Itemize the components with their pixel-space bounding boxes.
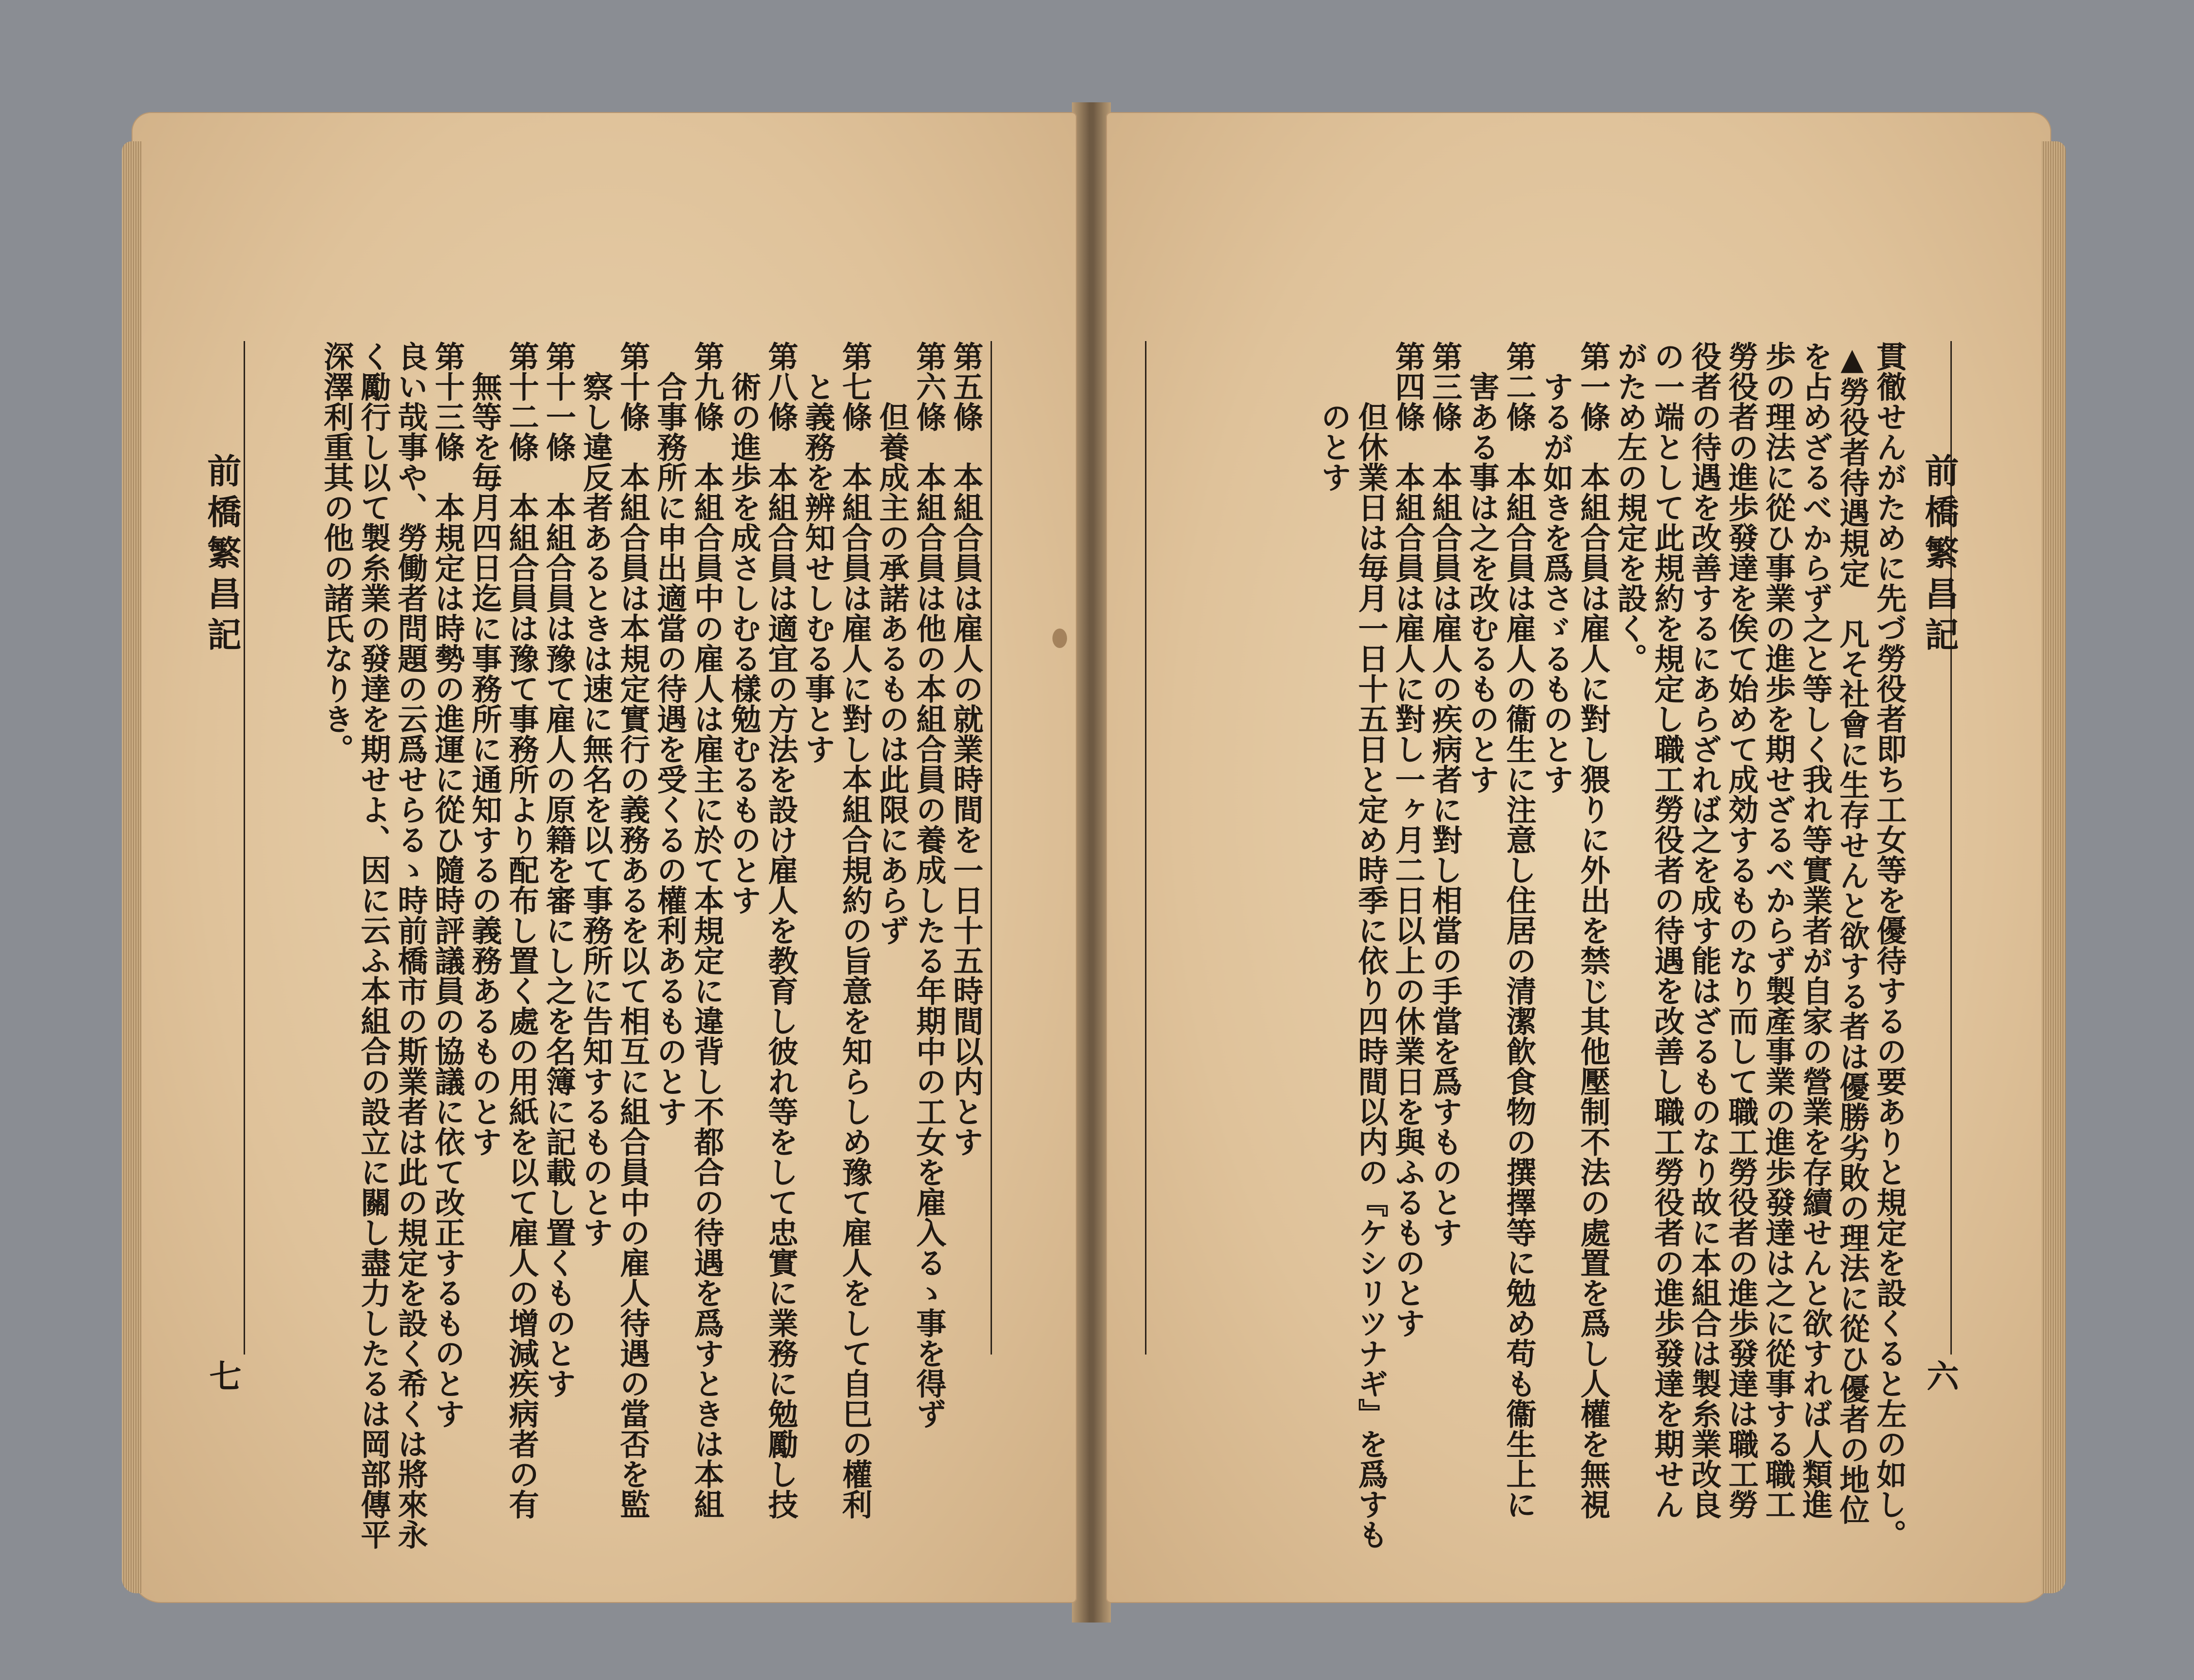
page-number: 七 xyxy=(204,1359,242,1392)
text-line: 第五條 本組合員は雇人の就業時間を一日十五時間以内とす xyxy=(948,341,984,1157)
text-line: 勞役者の進歩發達を俟て始めて成効するものなり而して職工勞役者の進歩發達は職工勞 xyxy=(1723,341,1759,1519)
open-book xyxy=(132,102,2051,1623)
text-line: く勵行し以て製糸業の發達を期せよ、因に云ふ本組合の設立に關し盡力したるは岡部傳平 xyxy=(356,341,391,1549)
book-gutter xyxy=(1072,102,1111,1623)
text-line: 合事務所に申出適當の待遇を受くるの權利あるものとす xyxy=(652,341,687,1126)
text-line: 無等を毎月四日迄に事務所に通知するの義務あるものとす xyxy=(467,341,502,1157)
left-page-text xyxy=(253,341,984,1549)
page-edges xyxy=(2041,141,2066,1593)
text-line: 第十條 本組合員は本規定實行の義務あるを以て相互に組合員中の雇人待遇の當否を監 xyxy=(615,341,650,1519)
text-line: を占めざるべからず之と等しく我れ等實業者が自家の營業を存續せんと欲すれば人類進 xyxy=(1797,341,1833,1519)
text-line: の一端として此規約を規定し職工勞役者の待遇を改善し職工勞役者の進歩發達を期せん xyxy=(1649,341,1685,1519)
left-page xyxy=(132,112,1077,1603)
text-line: 第六條 本組合員は他の本組合員の養成したる年期中の工女を雇入るゝ事を得ず xyxy=(911,341,947,1429)
text-line: 第三條 本組合員は雇人の疾病者に對し相當の手當を爲すものとす xyxy=(1427,341,1463,1247)
text-line: 第八條 本組合員は適宜の方法を設け雇人を教育し彼れ等をして忠實に業務に勉勵し技 xyxy=(763,341,799,1519)
page-number: 六 xyxy=(1921,1359,1959,1392)
text-line: と義務を辨知せしむる事とす xyxy=(800,341,836,764)
text-line: 良い哉事や、勞働者問題の云爲せらるゝ時前橋市の斯業者は此の規定を設く希くは將來永 xyxy=(393,341,428,1549)
right-page xyxy=(1106,112,2051,1603)
right-page-text xyxy=(1147,341,1908,1549)
text-line: 但養成主の承諾あるものは此限にあらず xyxy=(874,341,910,945)
text-line: 術の進歩を成さしむる樣勉むるものとす xyxy=(726,341,762,915)
page-header: 前橋繁昌記 xyxy=(202,453,242,658)
text-line: 第四條 本組合員は雇人に對し一ヶ月二日以上の休業日を與ふるものとす xyxy=(1390,341,1426,1338)
text-line: のとす xyxy=(1316,341,1352,492)
text-line: 第七條 本組合員は雇人に對し本組合規約の旨意を知らしめ豫て雇人をして自巳の權利 xyxy=(837,341,873,1519)
text-line: 第九條 本組合員中の雇人は雇主に於て本規定に違背し不都合の待遇を爲すときは本組 xyxy=(689,341,725,1519)
text-line: するが如きを爲さゞるものとす xyxy=(1538,341,1574,794)
text-line: 害ある事は之を改むるものとす xyxy=(1464,341,1500,794)
text-line: 第十一條 本組合員は豫て雇人の原籍を審にし之を名簿に記載し置くものとす xyxy=(541,341,576,1398)
page-edges xyxy=(122,141,141,1593)
text-line: 第二條 本組合員は雇人の衞生に注意し住居の清潔飮食物の撰擇等に勉め苟も衞生上に xyxy=(1501,341,1537,1519)
text-line: 貫徹せんがために先づ勞役者即ち工女等を優待するの要ありと規定を設くると左の如し。 xyxy=(1871,341,1907,1549)
text-line: ▲勞役者待遇規定 凡そ社會に生存せんと欲する者は優勝劣敗の理法に從ひ優者の地位 xyxy=(1834,341,1870,1525)
text-line: 察し違反者あるときは速に無名を以て事務所に告知するものとす xyxy=(578,341,613,1247)
page-header: 前橋繁昌記 xyxy=(1919,453,1960,658)
text-line: がため左の規定を設く。 xyxy=(1612,341,1648,673)
text-line: 第十二條 本組合員は豫て事務所より配布し置く處の用紙を以て雇人の增減疾病者の有 xyxy=(504,341,539,1519)
text-line: 第一條 本組合員は雇人に對し猥りに外出を禁じ其他壓制不法の處置を爲し人權を無視 xyxy=(1575,341,1611,1519)
text-line: 深澤利重其の他の諸氏なりき。 xyxy=(319,341,354,764)
text-line: 役者の待遇を改善するにあらざれば之を成す能はざるものなり故に本組合は製糸業改良 xyxy=(1686,341,1722,1519)
ink-stain xyxy=(1052,629,1067,648)
text-line: 第十三條 本規定は時勢の進運に從ひ隨時評議員の協議に依て改正するものとす xyxy=(430,341,465,1429)
text-line: 但休業日は毎月一日十五日と定め時季に依り四時間以内の『ケシリツナギ』を爲すも xyxy=(1353,341,1389,1549)
text-line: 歩の理法に從ひ事業の進歩を期せざるべからず製產事業の進歩發達は之に從事する職工 xyxy=(1760,341,1796,1519)
